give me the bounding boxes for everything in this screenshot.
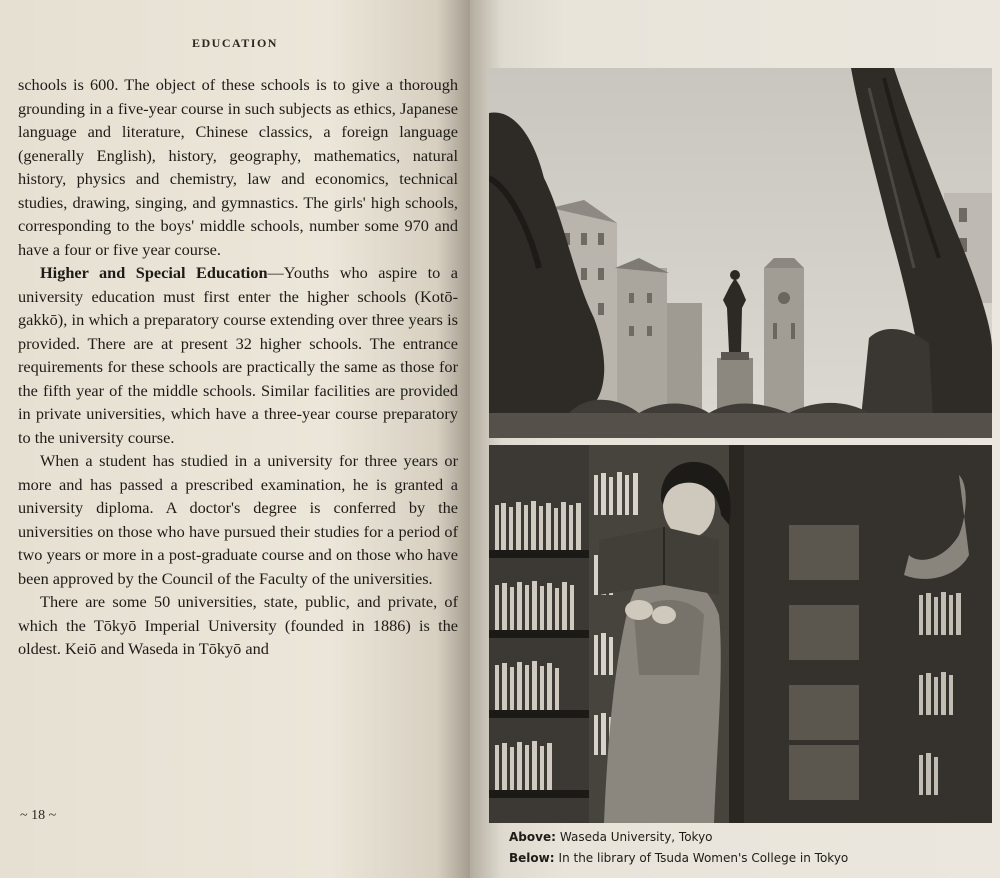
running-head: EDUCATION: [192, 36, 278, 50]
paragraph-2: [18, 261, 458, 449]
left-page: [0, 0, 470, 878]
caption-above-label: Above:: [509, 830, 556, 844]
caption-below: [509, 851, 848, 865]
caption-below-text: In the library of Tsuda Women's College in Tokyo: [558, 851, 849, 865]
page-number: ~ 18 ~: [20, 808, 57, 823]
paragraph-4: There are some 50 universities, state, public, and private, of which the Tōkyō Imperial University (founded in 1886) is the oldest. Keiō and Waseda in Tōkyō and: [18, 592, 458, 658]
paragraph-1: schools is 600. The object of these schools is to give a thorough grounding in a five-year course in such subjects as ethics, Japanese language and literature, Chinese classics, a foreign language (generally English), history, geography, mathematics, natural history, physics and chemistry, law and economics, technical studies, drawing, singing, and gymnastics. The girls' high schools, corresponding to the boys' middle schools, number some 970 and have a four or five year course.: [18, 75, 458, 259]
caption-below-label: Below:: [509, 851, 555, 865]
photo-waseda-university: [489, 68, 992, 438]
paragraph-3: When a student has studied in a university for three years or more and has passed a prescribed examination, he is granted a university diploma. A doctor's degree is conferred by the universities on those who have pursued their studies for a period of two years or more in a post-graduate course and on those who have been approved by the Council of the Faculty of the universities.: [18, 451, 458, 588]
paragraph-2-text: —Youths who aspire to a university education must first enter the higher schools (Kotō-gakkō), in which a preparatory course extending over three years is provided. There are at present 32 higher schools. The entrance requirements for these schools are practically the same as those for the fifth year of the middle schools. Similar facilities are provided in private universities, which have a three-year course preparatory to the university course.: [18, 263, 458, 447]
section-heading: Higher and Special Education: [40, 263, 268, 282]
caption-above-text: Waseda University, Tokyo: [559, 830, 713, 844]
body-text: [18, 73, 458, 661]
caption-above: [509, 830, 713, 844]
photo-tsuda-library: [489, 445, 992, 823]
